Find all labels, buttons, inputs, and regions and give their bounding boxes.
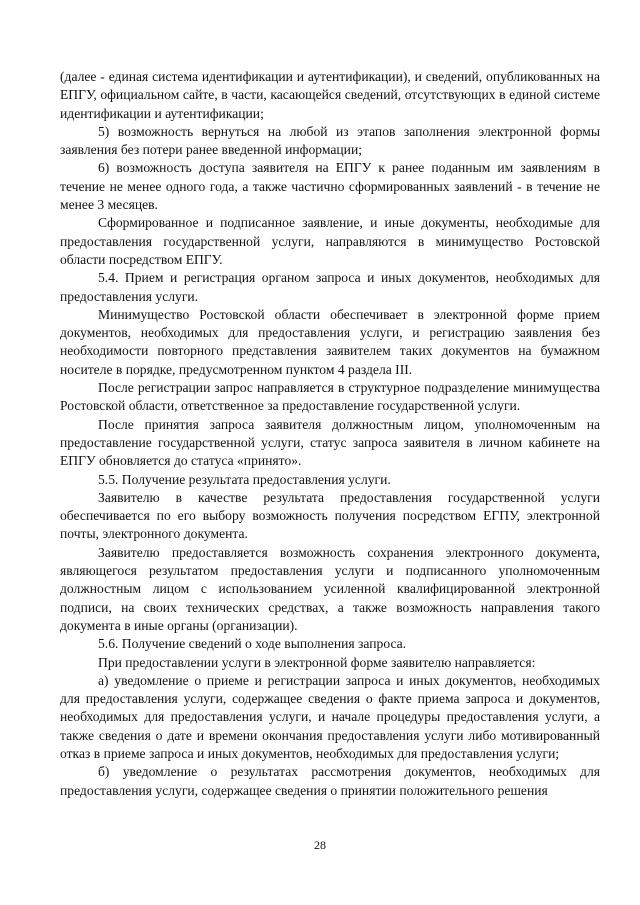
paragraph-continuation: (далее - единая система идентификации и аутентификации), и сведений, опубликованных на ЕПГУ, официальном сайте, в части, касающейся сведений, отсутствующих в единой системе идентификации и аутентификации; xyxy=(60,69,600,121)
section-heading-5-6: 5.6. Получение сведений о ходе выполнения запроса. xyxy=(98,636,407,652)
section-heading-5-5: 5.5. Получение результата предоставления услуги. xyxy=(98,471,391,487)
document-body xyxy=(60,68,600,800)
page-number: 28 xyxy=(314,838,326,852)
paragraph-item-5: 5) возможность вернуться на любой из этапов заполнения электронной формы заявления без потери ранее введенной информации; xyxy=(60,123,600,158)
paragraph-result: Заявителю в качестве результата предоставления государственной услуги обеспечивается по его выбору возможность получения посредством ЕГПУ, электронной почты, электронного документа. xyxy=(60,489,600,542)
paragraph-item-b: б) уведомление о результатах рассмотрения документов, необходимых для предоставления услуги, содержащее сведения о принятии положительного решения xyxy=(60,764,600,798)
section-heading-5-4: 5.4. Прием и регистрация органом запроса и иных документов, необходимых для предоставления услуги. xyxy=(60,270,600,304)
paragraph-registration: После регистрации запрос направляется в структурное подразделение минимущества Ростовской области, ответственное за предоставление государственной услуги. xyxy=(60,380,600,414)
paragraph-notifications-intro: При предоставлении услуги в электронной форме заявителю направляется: xyxy=(98,654,536,670)
paragraph-submission: Сформированное и подписанное заявление, и иные документы, необходимые для предоставления государственной услуги, направляются в минимущество Ростовской области посредством ЕПГУ. xyxy=(60,215,600,267)
paragraph-item-6: 6) возможность доступа заявителя на ЕПГУ к ранее поданным им заявлениям в течение не менее одного года, а также частично сформированных заявлений - в течение не менее 3 месяцев. xyxy=(60,160,600,213)
paragraph-status: После принятия запроса заявителя должностным лицом, уполномоченным на предоставление государственной услуги, статус запроса заявителя в личном кабинете на ЕПГУ обновляется до статуса «принято». xyxy=(60,416,600,469)
paragraph-reception: Минимущество Ростовской области обеспечивает в электронной форме прием документов, необходимых для предоставления услуги, и регистрацию заявления без необходимости повторного представления заявителем таких документов на бумажном носителе в порядке, предусмотренном пунктом 4 раздела III. xyxy=(60,306,600,377)
paragraph-saving: Заявителю предоставляется возможность сохранения электронного документа, являющегося результатом предоставления услуги и подписанного уполномоченным должностным лицом с использованием усиленной квалифицированной электронной подписи, на своих технических средствах, а также возможность направления такого документа в иные органы (организации). xyxy=(60,544,600,633)
paragraph-item-a: а) уведомление о приеме и регистрации запроса и иных документов, необходимых для предоставления услуги, содержащее сведения о факте приема запроса и документов, необходимых для предоставления услуги, и начале процедуры предоставления услуги, а также сведения о дате и времени окончания предоставления услуги либо мотивированный отказ в приеме запроса и иных документов, необходимых для предоставления услуги; xyxy=(60,672,600,761)
